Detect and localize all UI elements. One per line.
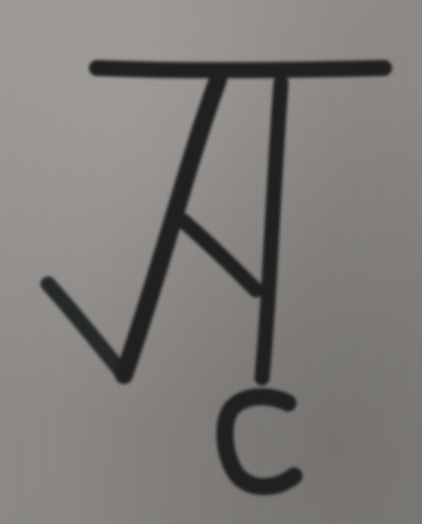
overbar-stroke — [97, 68, 384, 70]
pi-crossbar — [182, 220, 256, 290]
radical-main-stroke — [124, 80, 218, 375]
radical-left-hook — [48, 284, 124, 375]
subscript-c-stroke — [225, 397, 294, 487]
pi-right-leg — [262, 83, 281, 378]
